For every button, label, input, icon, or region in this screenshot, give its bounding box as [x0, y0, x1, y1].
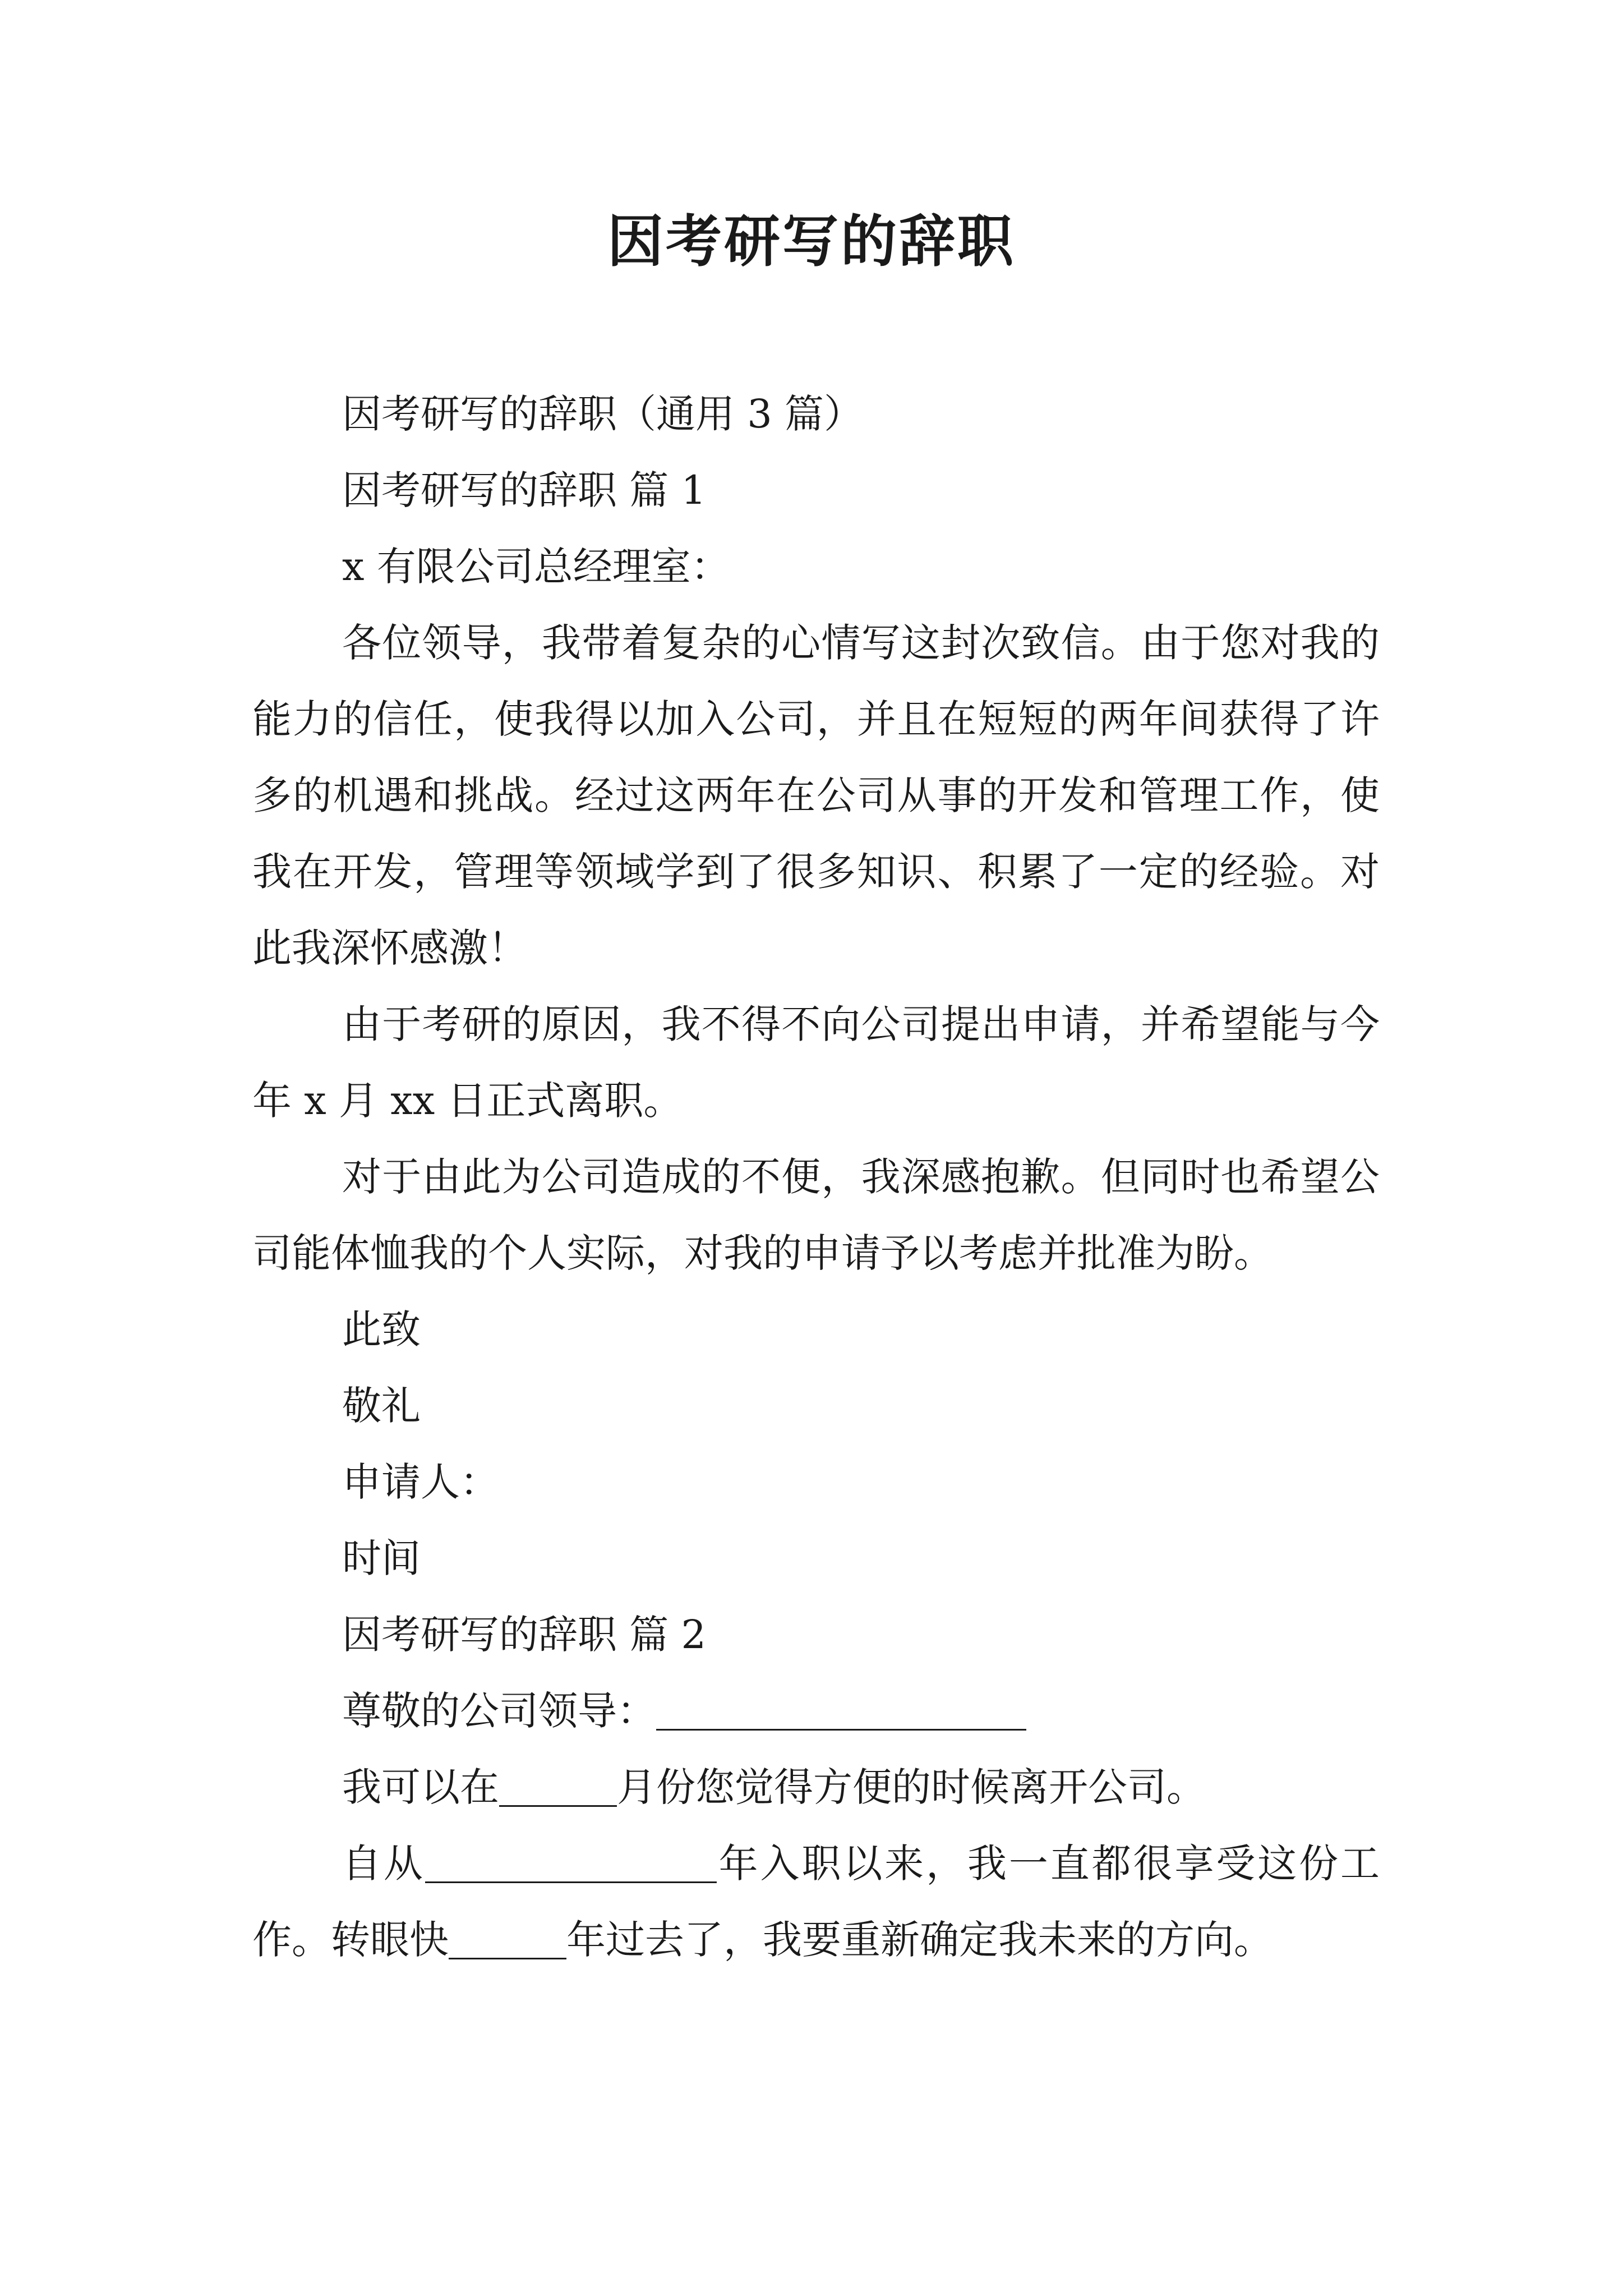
addressee-2: [252, 1673, 1380, 1749]
document-body: [252, 376, 1380, 1978]
section-heading-2: 因考研写的辞职 篇 2: [342, 1612, 707, 1658]
paragraph-4-text-a: 我可以在: [342, 1764, 499, 1810]
paragraph-5: [252, 1825, 1380, 1978]
paragraph-5-text-b: 年入职以来，我一直都很享受这份工作。转眼快: [252, 1841, 1380, 1963]
paragraph-4: [252, 1749, 1380, 1825]
paragraph-5-text-a: 自从: [342, 1841, 425, 1887]
closing-regards: 敬礼: [342, 1383, 421, 1429]
paragraph-2: 由于考研的原因，我不得不向公司提出申请，并希望能与今年 x 月 xx 日正式离职。: [252, 1001, 1380, 1124]
paragraph-4-text-b: 月份您觉得方便的时候离开公司。: [617, 1764, 1206, 1810]
blank-underline: [656, 1690, 1026, 1731]
blank-underline: [499, 1766, 617, 1807]
applicant-line: 申请人：: [342, 1459, 499, 1505]
time-line: 时间: [342, 1535, 421, 1581]
paragraph-1: 各位领导，我带着复杂的心情写这封次致信。由于您对我的能力的信任，使我得以加入公司，并且在短短的两年间获得了许多的机遇和挑战。经过这两年在公司从事的开发和管理工作，使我在开发，管理等领域学到了很多知识、积累了一定的经验。对此我深怀感激！: [252, 620, 1380, 971]
addressee-1: x 有限公司总经理室：: [342, 544, 730, 590]
document-title: 因考研写的辞职: [607, 208, 1016, 274]
subtitle: 因考研写的辞职（通用 3 篇）: [342, 391, 864, 437]
section-heading-1: 因考研写的辞职 篇 1: [342, 467, 707, 513]
addressee-2-text: 尊敬的公司领导：: [342, 1688, 656, 1734]
closing-salutation: 此致: [342, 1306, 421, 1352]
blank-underline: [425, 1842, 717, 1883]
paragraph-5-text-c: 年过去了，我要重新确定我未来的方向。: [566, 1917, 1273, 1963]
paragraph-3: 对于由此为公司造成的不便，我深感抱歉。但同时也希望公司能体恤我的个人实际，对我的申请予以考虑并批准为盼。: [252, 1154, 1380, 1276]
blank-underline: [449, 1918, 566, 1959]
